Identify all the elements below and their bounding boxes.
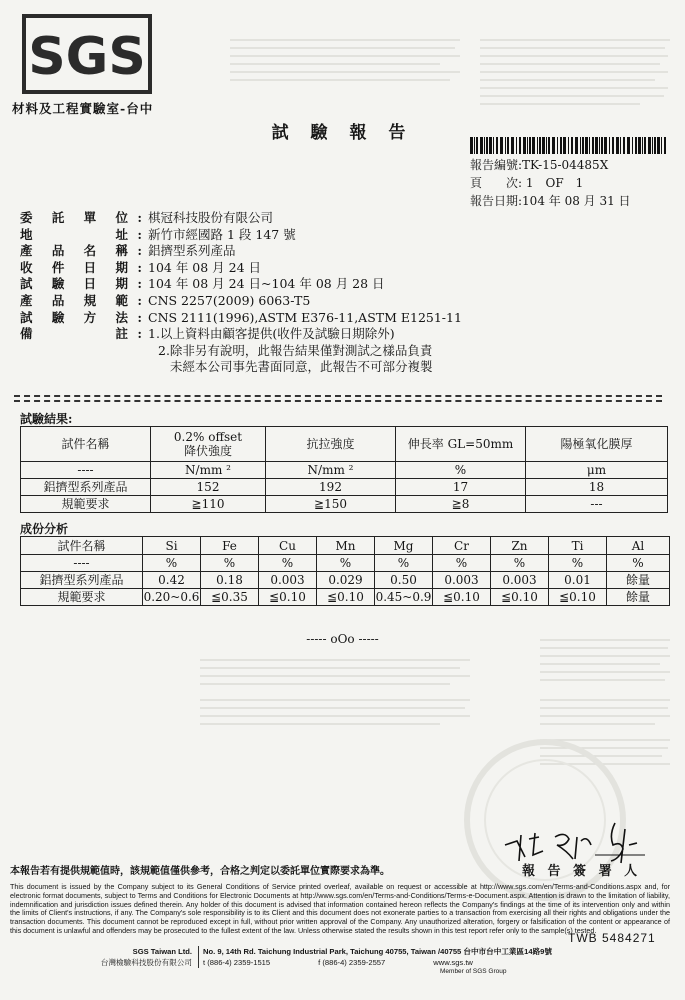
field-label: 試 驗 日 期 :	[20, 276, 142, 292]
report-info	[470, 156, 631, 210]
field-value: 1.以上資料由顧客提供(收件及試驗日期除外)	[148, 326, 395, 342]
table-row	[21, 496, 668, 513]
report-number: 報告編號:TK-15-04485X	[470, 158, 609, 172]
table-cell: 0.2% offset 降伏強度	[151, 427, 266, 462]
table-cell: %	[201, 555, 259, 572]
table-cell: ≦0.10	[491, 589, 549, 606]
table-cell: Si	[143, 537, 201, 555]
field-label: 產 品 規 範 :	[20, 292, 142, 308]
table-cell: 0.18	[201, 572, 259, 589]
client-fields	[20, 210, 462, 376]
table-cell: 0.45~0.9	[375, 590, 432, 604]
results-title: 試驗結果:	[20, 412, 73, 426]
serial-number: TWB 5484271	[568, 931, 656, 945]
footer-company	[92, 946, 192, 968]
footer-web: www.sgs.tw	[433, 958, 473, 967]
field-label: 收 件 日 期 :	[20, 259, 142, 275]
field-value: 新竹市經國路 1 段 147 號	[148, 226, 296, 242]
table-row	[21, 479, 668, 496]
table-cell: 試件名稱	[21, 427, 151, 462]
sgs-logo	[22, 14, 152, 94]
logo-text: SGS	[28, 27, 146, 87]
table-cell: 鋁擠型系列產品	[21, 479, 151, 496]
end-mark: ----- oOo -----	[306, 632, 379, 646]
company-zh: 台灣檢驗科技股份有限公司	[100, 958, 192, 967]
barcode	[470, 137, 670, 154]
signer-label: 報 告 簽 署 人	[522, 864, 642, 879]
company-en: SGS Taiwan Ltd.	[132, 947, 192, 956]
table-cell: %	[491, 555, 549, 572]
table-cell: %	[396, 462, 526, 479]
field-value: 104 年 08 月 24 日~104 年 08 月 28 日	[148, 276, 385, 292]
disclaimer: 本報告若有提供規範值時，該規範值僅供參考，合格之判定以委託單位實際要求為準。	[10, 866, 390, 877]
table-cell: %	[143, 555, 201, 572]
table-cell: 鋁擠型系列產品	[21, 572, 143, 589]
field-row	[20, 276, 462, 293]
table-cell: %	[375, 555, 433, 572]
field-value: 鋁擠型系列產品	[148, 243, 236, 259]
field-row	[20, 260, 462, 277]
table-units-row	[21, 555, 670, 572]
lab-name: 材料及工程實驗室-台中	[12, 101, 154, 116]
table-cell: N/mm ²	[266, 462, 396, 479]
note-line: 2.除非另有說明，此報告結果僅對測試之樣品負責	[158, 342, 433, 358]
table-cell: 0.42	[143, 572, 201, 589]
table-cell: ≦0.35	[201, 589, 259, 606]
composition-table	[20, 536, 670, 606]
table-cell: ---	[526, 496, 668, 513]
table-cell: ----	[21, 555, 143, 572]
table-cell: ≧150	[266, 496, 396, 513]
table-cell: μm	[526, 462, 668, 479]
table-cell: ≦0.10	[433, 589, 491, 606]
table-cell: ≦0.10	[317, 589, 375, 606]
table-cell: 0.20~0.6	[143, 590, 200, 604]
table-cell: 0.50	[375, 572, 433, 589]
footer-contact	[198, 946, 552, 968]
table-cell: 餘量	[607, 589, 670, 606]
table-cell: 0.003	[259, 572, 317, 589]
footer-address: No. 9, 14th Rd. Taichung Industrial Park, Taichung 40755, Taiwan /40755 台中市台中工業區14路9號	[203, 947, 552, 956]
table-cell: %	[607, 555, 670, 572]
note-line: 未經本公司事先書面同意，此報告不可部分複製	[170, 359, 433, 375]
table-cell: Ti	[549, 537, 607, 555]
field-row	[20, 326, 462, 343]
table-cell: Zn	[491, 537, 549, 555]
table-cell: Cu	[259, 537, 317, 555]
table-cell: 伸長率 GL=50mm	[396, 427, 526, 462]
composition-title: 成份分析	[20, 522, 69, 536]
member-of-sgs: Member of SGS Group	[440, 968, 507, 975]
field-row	[20, 310, 462, 327]
table-cell: %	[549, 555, 607, 572]
fine-print: This document is issued by the Company subject to its General Conditions of Service printed overleaf, available on request or accessible at http://www.sgs.com/en/Terms-and-Conditions.aspx and, for electronic format documents, subject to Terms and Conditions for Electronic Documents at http://www.sgs.com/en/Terms-and-Conditions/Terms-e-Document.aspx. Attention is drawn to the limitation of liability, indemnification and jurisdiction issues defined therein. Any holder of this document is advised that information contained hereon reflects the Company's findings at the time of its intervention only and within the limits of Client's instructions, if any. The Company's sole responsibility is to its Client and this document does not exonerate parties to a transaction from exercising all their rights and obligations under the transaction documents. This document cannot be reproduced except in full, without prior written approval of the Company. Any unauthorized alteration, forgery or falsification of the content or appearance of this document is unlawful and offenders may be prosecuted to the fullest extent of the law. Unless otherwise stated the results shown in this test report refer only to the sample(s) tested.	[10, 882, 670, 935]
table-cell: 0.003	[491, 572, 549, 589]
report-date: 報告日期:104 年 08 月 31 日	[470, 194, 631, 208]
dashed-divider-2	[14, 400, 662, 402]
table-cell: %	[433, 555, 491, 572]
table-cell: %	[317, 555, 375, 572]
footer-fax: f (886-4) 2359-2557	[318, 958, 386, 967]
field-row	[20, 210, 462, 227]
table-cell: 0.003	[433, 572, 491, 589]
table-row	[21, 589, 670, 606]
table-cell: 餘量	[607, 572, 670, 589]
field-label: 產 品 名 稱 :	[20, 243, 142, 259]
table-cell: ≦0.10	[549, 589, 607, 606]
report-page: 頁 次: 1 OF 1	[470, 176, 584, 190]
table-cell: 規範要求	[21, 496, 151, 513]
table-cell: ≧110	[151, 496, 266, 513]
field-label: 備 註 :	[20, 326, 142, 342]
table-units-row	[21, 462, 668, 479]
table-header-row	[21, 537, 670, 555]
table-cell: 0.01	[549, 572, 607, 589]
table-cell: Cr	[433, 537, 491, 555]
table-cell: 17	[396, 479, 526, 496]
table-cell: 抗拉強度	[266, 427, 396, 462]
field-value: CNS 2257(2009) 6063-T5	[148, 292, 311, 308]
field-label: 試 驗 方 法 :	[20, 309, 142, 325]
table-header-row	[21, 427, 668, 462]
table-cell: 18	[526, 479, 668, 496]
field-label: 委 託 單 位 :	[20, 210, 142, 225]
table-cell: 152	[151, 479, 266, 496]
table-cell: ----	[21, 462, 151, 479]
table-cell: N/mm ²	[151, 462, 266, 479]
table-cell: %	[259, 555, 317, 572]
table-cell: Mn	[317, 537, 375, 555]
field-row	[20, 293, 462, 310]
dashed-divider	[14, 395, 662, 397]
field-value: 104 年 08 月 24 日	[148, 259, 262, 275]
footer-tel: t (886-4) 2359-1515	[203, 958, 271, 967]
table-cell: Fe	[201, 537, 259, 555]
page-title: 試 驗 報 告	[271, 123, 414, 143]
table-cell: 試件名稱	[21, 537, 143, 555]
table-cell: 規範要求	[21, 589, 143, 606]
table-cell: 0.029	[317, 572, 375, 589]
table-cell: ≧8	[396, 496, 526, 513]
field-value: CNS 2111(1996),ASTM E376-11,ASTM E1251-11	[148, 309, 462, 325]
table-cell: Al	[607, 537, 670, 555]
field-value: 棋冠科技股份有限公司	[148, 210, 274, 225]
table-cell: 192	[266, 479, 396, 496]
field-row	[20, 243, 462, 260]
table-row	[21, 572, 670, 589]
table-cell: Mg	[375, 537, 433, 555]
results-table	[20, 426, 668, 513]
field-label: 地 址 :	[20, 226, 142, 242]
field-row	[20, 227, 462, 244]
table-cell: ≦0.10	[259, 589, 317, 606]
table-cell: 陽極氧化膜厚	[526, 427, 668, 462]
